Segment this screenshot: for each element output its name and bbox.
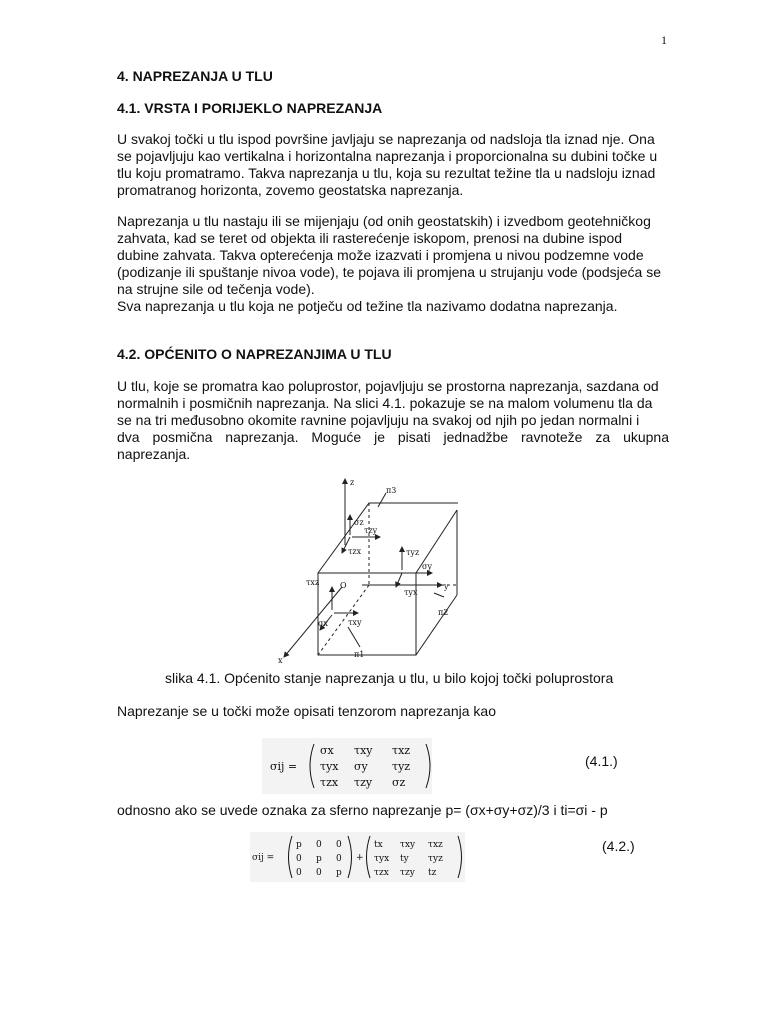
section-heading-4-1: 4.1. VRSTA I PORIJEKLO NAPREZANJA: [117, 100, 383, 116]
paragraph-spherical-stress: [117, 802, 717, 819]
label-z: z: [350, 478, 355, 487]
paragraph-line: normalnih i posmičnih naprezanja. Na slici 4.1. pokazuje se na malom volumenu tla da: [117, 395, 653, 411]
label-sigma-x: σx: [318, 619, 328, 628]
eq2-m2-cell: τzy: [400, 868, 415, 878]
label-tau-zy: τzy: [364, 526, 378, 535]
label-pi-3: π3: [386, 486, 397, 495]
eq2-m2-cell: τyz: [428, 854, 443, 864]
eq1-cell: σx: [320, 744, 334, 757]
figure-caption: slika 4.1. Općenito stanje naprezanja u tlu, u bilo kojoj točki poluprostora: [165, 670, 614, 686]
eq2-m2-cell: τzx: [374, 868, 389, 878]
x-axis: [284, 587, 342, 657]
eq1-cell: τxy: [354, 744, 373, 757]
eq1-cell: τxz: [392, 744, 411, 757]
eq2-m2-right-paren: [458, 836, 462, 878]
label-sigma-y: σy: [422, 562, 432, 571]
eq2-m1-cell: p: [336, 868, 342, 878]
eq2-m2-cell: tz: [428, 868, 437, 878]
paragraph-line: Naprezanja u tlu nastaju ili se mijenjaju (od onih geostatskih) i izvedbom geotehničkog: [117, 213, 651, 229]
eq2-lhs: σij =: [252, 853, 275, 863]
label-tau-xz: τxz: [306, 578, 320, 587]
eq1-cell: σz: [392, 776, 406, 789]
eq2-m2-cell: tx: [374, 840, 383, 850]
eq2-m1-cell: p: [316, 854, 322, 864]
spherical-stress-text: odnosno ako se uvede oznaka za sferno naprezanje p= (σx+σy+σz)/3 i ti=σi - p: [117, 802, 608, 818]
eq2-m1-cell: p: [296, 840, 302, 850]
paragraph-half-space: [117, 378, 669, 463]
eq2-m2-left-paren: [367, 836, 371, 878]
eq2-m1-cell: 0: [336, 854, 342, 864]
pi-3-pointer: [378, 493, 386, 507]
label-x: x: [278, 656, 283, 665]
label-y: y: [444, 582, 449, 591]
label-tau-yx: τyx: [404, 588, 418, 597]
label-pi-2: π2: [438, 608, 449, 617]
eq1-cell: τyx: [320, 760, 339, 773]
paragraph-line: na strujne sile od tečenja vode).: [117, 281, 315, 297]
paragraph-line: promatranog horizonta, zovemo geostatska naprezanja.: [117, 182, 464, 198]
label-tau-yz: τyz: [406, 548, 420, 557]
paragraph-line: se na tri međusobno okomite ravnine pojavljuju na svakoj od njih po jedan normalni i: [117, 412, 640, 428]
eq2-m2-cell: τyx: [374, 854, 390, 864]
eq1-left-paren: [310, 744, 314, 788]
eq1-cell: τzy: [354, 776, 373, 789]
equation-4-1-render: [262, 738, 432, 794]
paragraph-line: se pojavljuju kao vertikalna i horizontalna naprezanja i proporcionalna su dubini točke u: [117, 148, 658, 164]
eq2-m1-cell: 0: [296, 868, 302, 878]
equation-4-2-render: [250, 832, 465, 882]
eq1-cell: τzx: [320, 776, 339, 789]
pi-2-pointer: [434, 593, 444, 597]
eq1-cell: σy: [354, 760, 368, 773]
eq2-m1-right-paren: [348, 836, 352, 878]
paragraph-geostatic: [117, 131, 669, 199]
paragraph-line: tlu koju promatramo. Takva naprezanja u tlu, koja su rezultat težine tla u nadsloju iznad: [117, 165, 656, 181]
eq1-cell: τyz: [392, 760, 411, 773]
eq2-m2-cell: τxz: [428, 840, 443, 850]
paragraph-line: zahvata, kad se teret od objekta ili rasterećenje iskopom, prenosi na dubine ispod: [117, 230, 623, 246]
label-pi-1: π1: [354, 650, 365, 659]
eq2-m1-cell: 0: [296, 854, 302, 864]
label-origin: O: [340, 581, 347, 590]
eq2-plus: +: [356, 853, 364, 863]
paragraph-line: dva posmična naprezanja. Moguće je pisati jednadžbe ravnoteže za ukupna: [117, 429, 669, 445]
paragraph-line: U svakoj točki u tlu ispod površine javljaju se naprezanja od nadsloja tla iznad nje. Ona: [117, 131, 655, 147]
page-number: 1: [661, 33, 667, 47]
paragraph-line: naprezanja.: [117, 446, 191, 462]
label-sigma-z: σz: [354, 518, 364, 527]
paragraph-line: Sva naprezanja u tlu koja ne potječu od težine tla nazivamo dodatna naprezanja.: [117, 298, 618, 314]
stress-cube-diagram: [272, 475, 458, 665]
label-tau-zx: τzx: [348, 547, 362, 556]
eq2-m2-cell: τxy: [400, 840, 416, 850]
eq2-m1-cell: 0: [316, 840, 322, 850]
paragraph-line: dubine zahvata. Takva opterećenja može izazvati i promjena u nivou podzemne vode: [117, 247, 644, 263]
equation-number-4-1: (4.1.): [585, 753, 618, 769]
eq2-m1-left-paren: [289, 836, 293, 878]
paragraph-line: U tlu, koje se promatra kao poluprostor, pojavljuju se prostorna naprezanja, sazdana od: [117, 378, 659, 394]
paragraph-line: (podizanje ili spuštanje nivoa vode), te pojava ili promjena u strujanju vode (podsjeća se: [117, 264, 661, 280]
section-heading-4-2: 4.2. OPĆENITO O NAPREZANJIMA U TLU: [117, 346, 392, 362]
cube-top-edges: [318, 503, 458, 573]
eq1-right-paren: [426, 744, 430, 788]
paragraph-additional-stress: [117, 213, 669, 315]
paragraph-tensor-intro: Naprezanje se u točki može opisati tenzorom naprezanja kao: [117, 703, 496, 719]
label-tau-xy: τxy: [348, 618, 362, 627]
eq2-m1-cell: 0: [336, 840, 342, 850]
eq2-m1-cell: 0: [316, 868, 322, 878]
equation-number-4-2: (4.2.): [602, 838, 635, 854]
equation-4-2: [250, 832, 465, 882]
equation-4-1: [262, 738, 432, 794]
cube-bottom-right-edge: [416, 595, 457, 655]
chapter-heading: 4. NAPREZANJA U TLU: [117, 68, 273, 84]
eq2-m2-cell: ty: [400, 854, 409, 864]
stress-cube-figure: [272, 475, 458, 665]
eq1-lhs: σij =: [270, 760, 298, 773]
pi-1-pointer: [348, 627, 360, 647]
